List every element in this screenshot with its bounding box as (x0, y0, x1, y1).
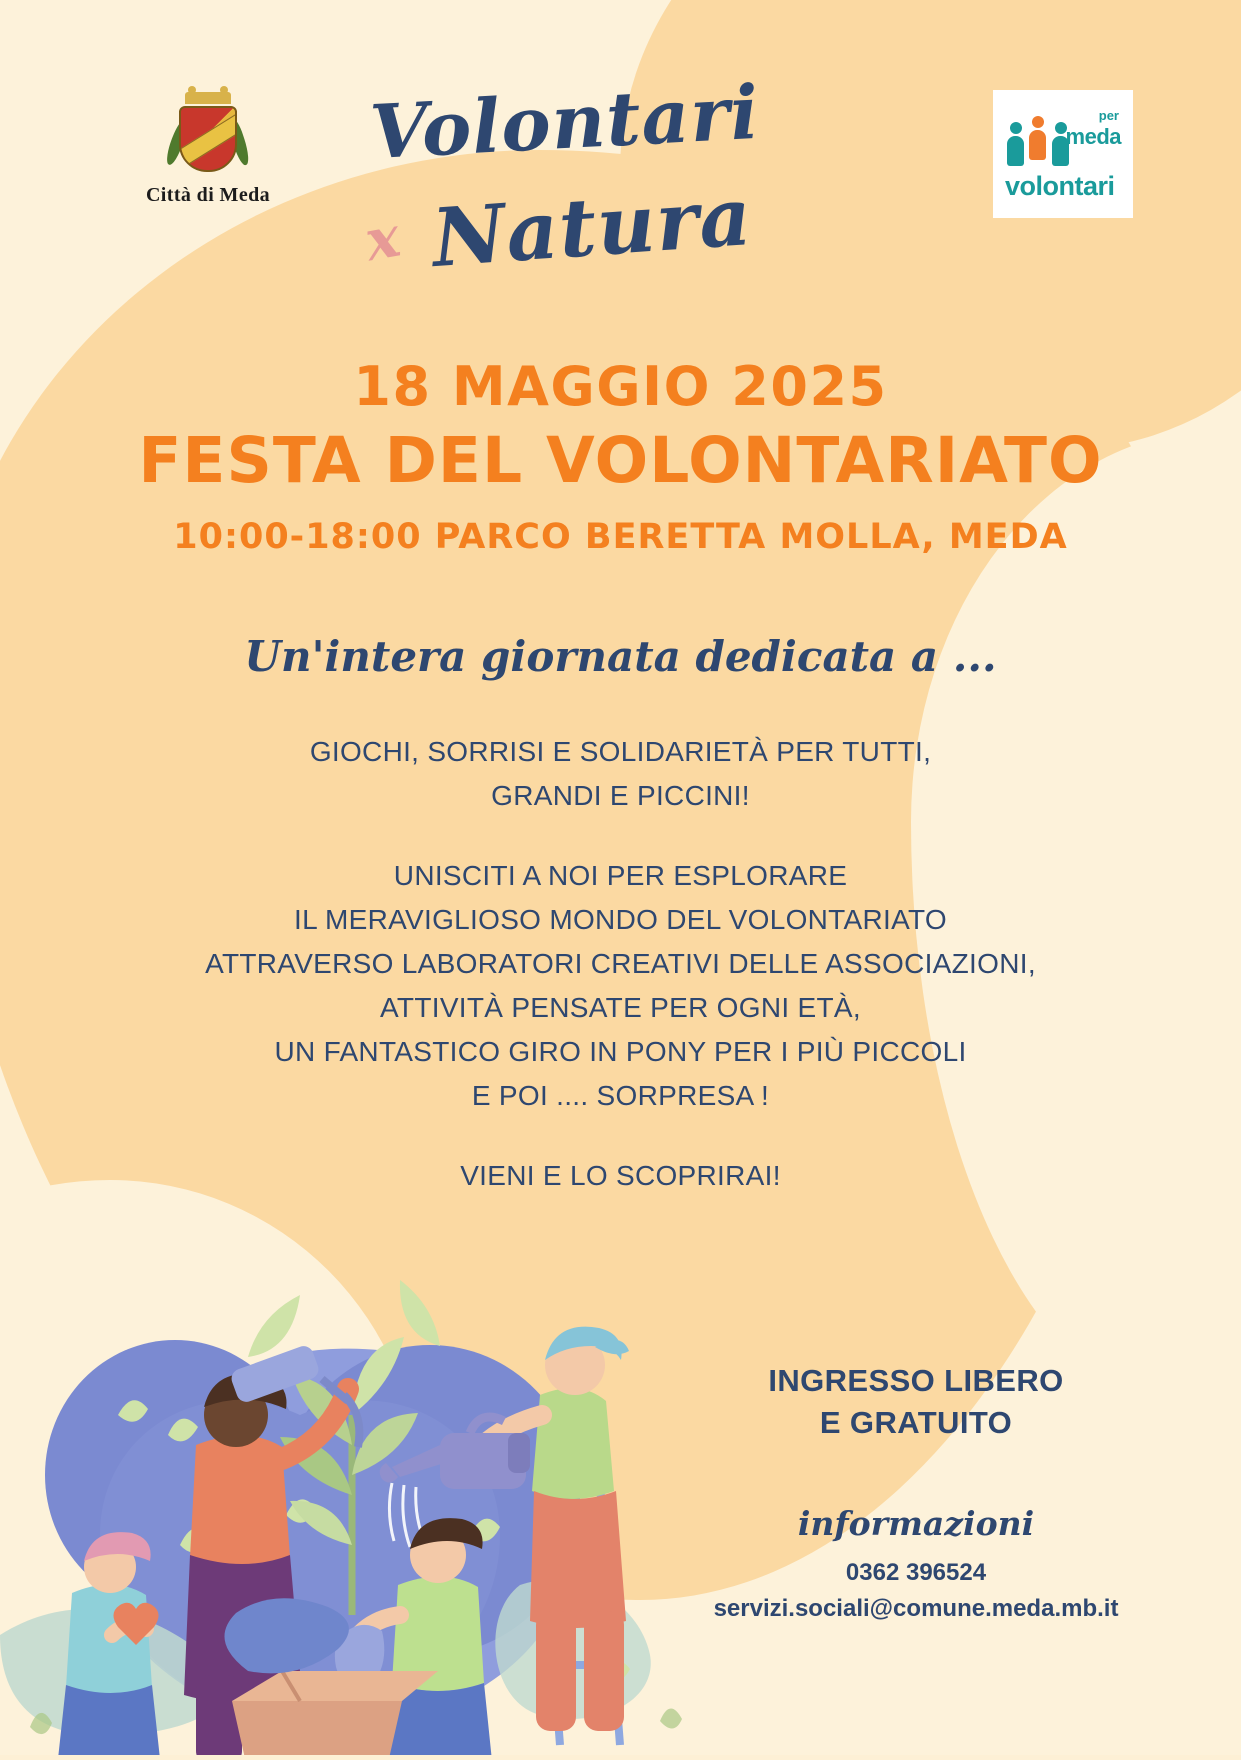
poster-header (0, 0, 1241, 300)
description-paragraph: GIOCHI, SORRISI E SOLIDARIETÀ PER TUTTI, GRANDI E PICCINI! (309, 736, 932, 811)
poster-title (340, 69, 860, 286)
info-column (681, 1360, 1151, 1623)
title-line-natura: Natura (429, 168, 755, 286)
info-label: informazioni (797, 1504, 1035, 1543)
event-name: FESTA DEL VOLONTARIATO (138, 424, 1103, 497)
city-crest (118, 92, 298, 207)
description-paragraph: UNISCITI A NOI PER ESPLORARE IL MERAVIGLIOSO MONDO DEL VOLONTARIATO ATTRAVERSO LABORATORI CREATIVI DELLE ASSOCIAZIONI, ATTIVITÀ PENSATE PER OGNI ETÀ, UN FANTASTICO GIRO IN PONY PER I PIÙ PICCOLI E POI .... SORPRESA ! (205, 860, 1036, 1111)
title-cross-x: x (360, 203, 405, 275)
shield-band (179, 114, 237, 169)
shield-icon (179, 106, 237, 172)
info-email: servizi.sociali@comune.meda.mb.it (713, 1595, 1119, 1622)
city-name: Città di Meda (145, 184, 271, 206)
event-headline (0, 355, 1241, 557)
free-entry-note: INGRESSO LIBERO E GRATUITO (768, 1363, 1064, 1440)
volunteers-illustration (0, 1115, 720, 1755)
crown-icon (185, 92, 231, 104)
info-phone: 0362 396524 (845, 1559, 987, 1586)
event-time-location: 10:00-18:00 PARCO BERETTA MOLLA, MEDA (173, 517, 1068, 557)
title-line-volontari: Volontari (368, 69, 762, 177)
logo-text-meda: meda (1065, 124, 1121, 149)
description-paragraph: VIENI E LO SCOPRIRAI! (460, 1160, 781, 1191)
logo-text-volontari: volontari (1005, 171, 1115, 201)
meda-volontari-logo (993, 90, 1133, 218)
people-group-icon (1007, 110, 1073, 166)
coat-of-arms-icon (177, 92, 239, 176)
event-subtitle: Un'intera giornata dedicata a ... (244, 632, 997, 681)
logo-text-per: per (1098, 108, 1119, 123)
event-date: 18 MAGGIO 2025 (353, 355, 888, 418)
